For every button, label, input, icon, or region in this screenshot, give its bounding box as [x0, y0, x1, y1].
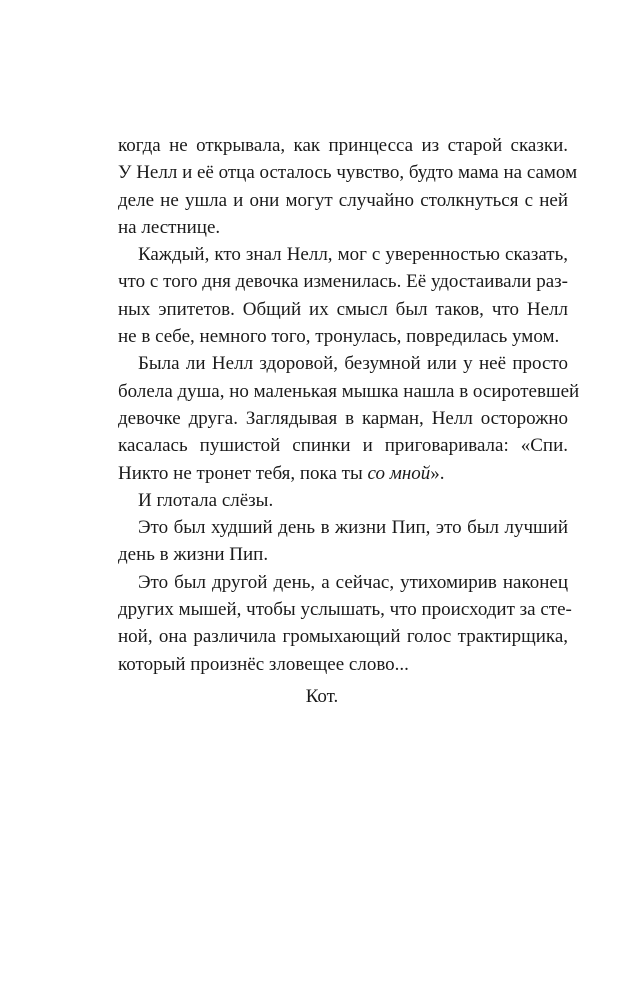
text-line: У Нелл и её отца осталось чувство, будто мама на самом: [118, 162, 578, 184]
text-line: Каждый, кто знал Нелл, мог с уверенностью сказать,: [138, 244, 568, 266]
text-line: ных эпитетов. Общий их смысл был таков, что Нелл: [118, 298, 568, 320]
text-segment: Никто не тронет тебя, пока ты: [118, 462, 368, 484]
text-line: не в себе, немного того, тронулась, повредилась умом.: [118, 326, 560, 348]
paragraph: [118, 487, 568, 514]
text-line: болела душа, но маленькая мышка нашла в осиротевшей: [118, 380, 580, 402]
text-line: Это был худший день в жизни Пип, это был лучший: [138, 517, 568, 539]
text-line: Была ли Нелл здоровой, безумной или у неё просто: [138, 353, 568, 375]
text-line: на лестнице.: [118, 216, 221, 238]
text-line: ной, она различила громыхающий голос трактирщика,: [118, 626, 568, 648]
text-line: касалась пушистой спинки и приговаривала: «Спи.: [118, 435, 568, 457]
paragraph: [118, 241, 568, 350]
text-line: когда не открывала, как принцесса из старой сказки.: [118, 135, 568, 156]
text-line: что с того дня девочка изменилась. Её удостаивали раз-: [118, 271, 568, 293]
text-segment: ».: [430, 462, 445, 484]
text-line: Это был другой день, а сейчас, утихомирив наконец: [138, 571, 568, 593]
text-line: девочке друга. Заглядывая в карман, Нелл осторожно: [118, 407, 568, 429]
italic-text: со мной: [367, 462, 431, 484]
closing-word: Кот.: [305, 686, 339, 707]
paragraph: [118, 132, 578, 241]
text-line: других мышей, чтобы услышать, что происходит за сте-: [118, 599, 572, 621]
paragraph: [118, 350, 580, 486]
text-line: который произнёс зловещее слово...: [118, 653, 409, 675]
text-line: день в жизни Пип.: [118, 544, 269, 566]
text-line: И глотала слёзы.: [138, 489, 274, 511]
paragraph: [118, 569, 572, 678]
paragraph: [118, 514, 568, 569]
text-line: деле не ушла и они могут случайно столкнуться с ней: [118, 189, 568, 211]
text-line: [118, 460, 568, 487]
body-text: [118, 132, 580, 678]
